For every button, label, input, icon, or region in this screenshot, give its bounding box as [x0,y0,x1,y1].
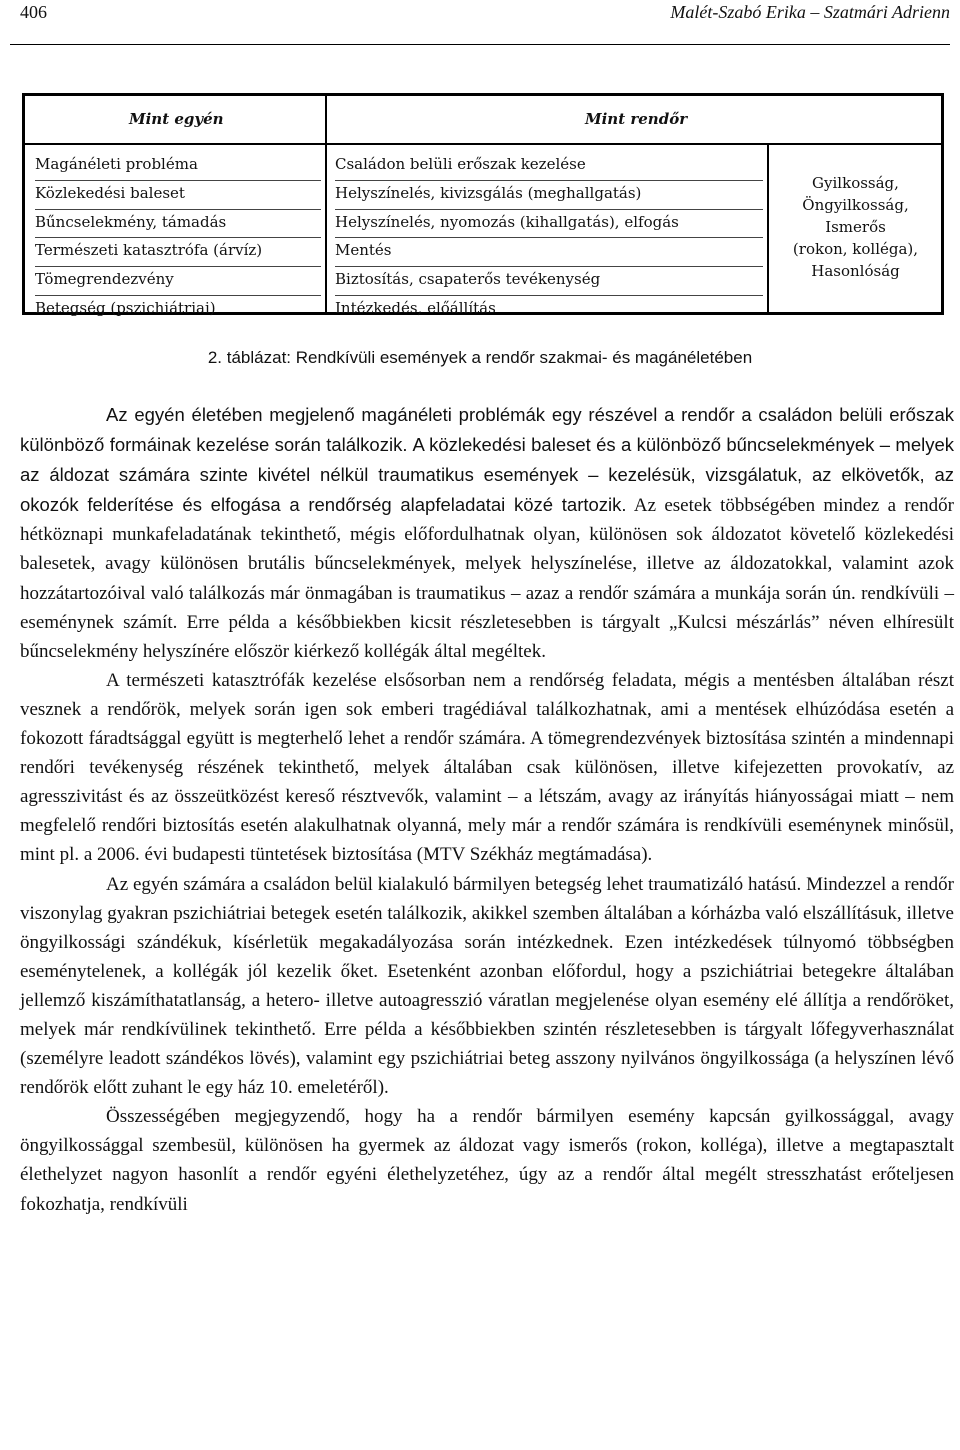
table-cell: Biztosítás, csapaterős tevékenység [335,267,763,296]
col3-line: Hasonlóság [811,262,900,280]
col2-header: Mint rendőr [585,110,688,128]
page-number: 406 [20,2,47,22]
col3-line: Ismerős [825,218,886,236]
events-table [22,93,944,315]
table-divider [325,96,327,312]
table-cell: Természeti katasztrófa (árvíz) [35,238,321,267]
table-cell: Helyszínelés, kivizsgálás (meghallgatás) [335,181,763,210]
paragraph: Összességében megjegyzendő, hogy ha a rendőr bármilyen esemény kapcsán gyilkossággal, avagy öngyilkossággal szembesül, különösen ha gyermek az áldozat vagy ismerős (rokon, kolléga), illetve a megtapasztalt élethelyzet nagyon hasonlít a rendőr egyéni élethelyzetéhez, úgy az a rendőr által megélt stresszhatást erőteljesen fokozhatja, rendkívüli [20,1106,954,1215]
table-cell: Bűncselekmény, támadás [35,210,321,239]
col3-line: (rokon, kolléga), [792,240,919,258]
col3-line: Gyilkosság, [812,174,899,192]
table-cell: Közlekedési baleset [35,181,321,210]
table-cell: Betegség (pszichiátriai) [35,298,216,317]
table-cell: Helyszínelés, nyomozás (kihallgatás), elfogás [335,210,763,239]
running-head-authors: Malét-Szabó Erika – Szatmári Adrienn [670,2,950,22]
table-cell: Intézkedés, előállítás [335,298,496,317]
col1-header: Mint egyén [129,110,224,128]
paragraph-segment: A közlekedési baleset és a különböző bűncselekmények – melyek az áldozat számára szinte kivétel nélkül traumatikus események – kezelésük, vizsgálatuk, az elkövetők, az okozók felderítése és elfogása a rendőrség alapfeladatai közé tartozik. [20,434,955,516]
body-text [20,400,954,1219]
table-cell: Tömegrendezvény [35,267,321,296]
col2-cells [335,152,763,324]
table-cell: Mentés [335,238,763,267]
col1-cells [35,152,321,324]
paragraph-segment: Az egyén életében megjelenő magánéleti problémák egy részével a rendőr a családon belüli erőszak különböző formáinak kezelése során találkozik. [20,404,954,456]
table-cell: Családon belüli erőszak kezelése [335,152,763,181]
paragraph: A természeti katasztrófák kezelése elsősorban nem a rendőrség feladata, mégis a mentésben általában részt vesznek a rendőrök, melyek során igen sok emberi tragédiával találkozhatnak, ami a mentések elhúzódása esetén a fokozott fáradtsággal együtt is megterhelő lehet a rendőr számára. A tömegrendezvények biztosítása szintén a mindennapi rendőri tevékenység részének tekinthető, melyek általában csak különösen, illetve kifejezetten provokatív, az agresszivitást és az összeütközést kereső résztvevők, valamint – a létszám, avagy az irányítás hiányosságai miatt – nem megfelelő rendőri biztosítás esetén alakulhatnak olyanná, mely már a rendőr számára is rendkívüli eseménynek minősül, mint pl. a 2006. évi budapesti tüntetések biztosítása (MTV Székház megtámadása). [20,669,954,866]
table-divider [767,145,769,312]
paragraph [20,400,954,666]
table-cell: Magánéleti probléma [35,152,321,181]
page-header [10,0,950,45]
paragraph: Az egyén számára a családon belül kialakuló bármilyen betegség lehet traumatizáló hatású. Mindezzel a rendőr viszonylag gyakran pszichiátriai betegek esetén találkozik, akikkel szemben általában a kórházba való elszállításuk, illetve öngyilkossági szándékuk, kísérletük megakadályozása során intézkednek. Ezen intézkedések túlnyomó többségben eseménytelenek, a kollégák jól kezelik őket. Esetenként azonban előfordul, hogy a pszichiátriai betegekre általában jellemző kiszámíthatatlanság, a hetero- illetve autoagresszió váratlan megjelenése olyan esemény elé állítja a rendőröket, melyek már rendkívülinek tekinthető. Erre példa a későbbiekben szintén részletesebben is tárgyalt lőfegyverhasználat (személyre leadott szándékos lövés), valamint egy pszichiátriai beteg asszony nyilvános öngyilkossága (a helyszínen lévő rendőrök előtt zuhant le egy ház 10. emeletéről). [20,873,954,1099]
table-header [25,96,941,145]
col3-line: Öngyilkosság, [802,196,909,214]
paragraph-segment: Az esetek többségében mindez a rendőr hétköznapi munkafeladatának tekinthető, mégis előfordulhatnak olyan, különösen sok áldozatot követelő közlekedési balesetek, avagy különösen brutális bűncselekmények, melyek helyszínelése, illetve az áldozatokkal, valamint azok hozzátartozóival való találkozás már önmagában is traumatikus – azaz a rendőr számára a munkája során ún. rendkívüli – eseménynek számít. Erre példa a későbbiekben kicsit részletesebben is tárgyalt „Kulcsi mészárlás” néven elhíresült bűncselekmény helyszínére először kiérkező kollégák által megéltek. [20,495,955,662]
table-caption: 2. táblázat: Rendkívüli események a rendőr szakmai- és magánéletében [207,348,753,367]
col3-cell [770,172,941,282]
